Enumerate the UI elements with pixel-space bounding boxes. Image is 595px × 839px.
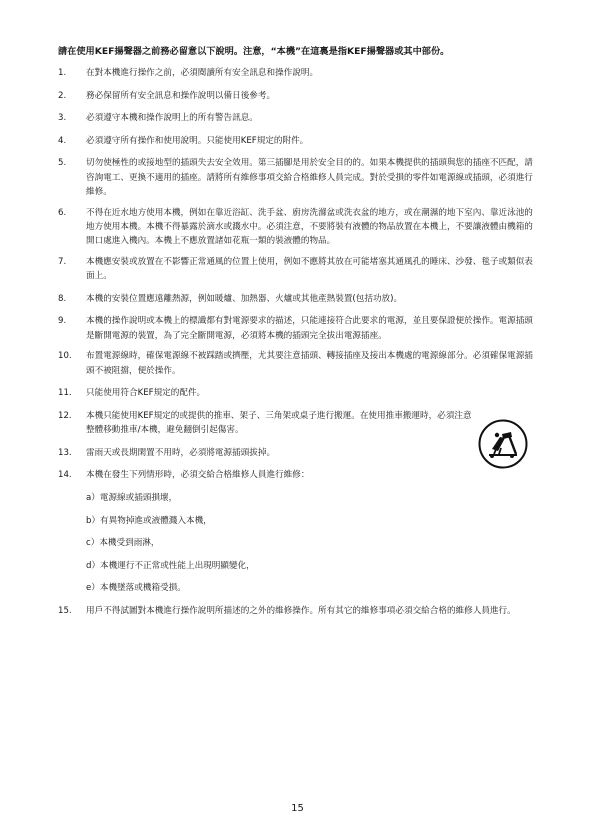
list-item: [58, 66, 538, 80]
item-number: 14.: [58, 470, 72, 481]
item-number: 1.: [58, 68, 67, 78]
sub-item: b）有異物掉進或液體濺入本機，: [86, 515, 212, 526]
cart-tip-over-warning-icon: [478, 419, 528, 469]
sub-list: [86, 491, 538, 596]
item-number: 13.: [58, 447, 72, 458]
item-number: 15.: [58, 605, 72, 616]
item-number: 7.: [58, 256, 67, 267]
item-number: 5.: [58, 158, 67, 169]
list-item: [58, 111, 538, 125]
item-text: 必須遵守本機和操作說明上的所有警告訊息。: [86, 113, 258, 124]
item-number: 11.: [58, 388, 72, 399]
item-text: 用戶不得試圖對本機進行操作說明所描述的之外的維修操作。所有其它的維修事項必須交給合格的維修人員進行。: [86, 605, 516, 616]
sub-item: d）本機運行不正常或性能上出現明顯變化，: [86, 560, 255, 571]
item-number: 8.: [58, 293, 67, 304]
safety-instructions-list: [58, 66, 538, 627]
item-number: 4.: [58, 135, 67, 146]
page-number: 15: [291, 803, 304, 814]
item-text: 務必保留所有安全訊息和操作說明以備日後參考。: [86, 90, 276, 101]
list-item: [58, 604, 538, 618]
list-item: [58, 89, 538, 103]
intro-notice: 請在使用KEF揚聲器之前務必留意以下說明。注意，“本機”在這裏是指KEF揚聲器或其中部份。: [58, 46, 450, 57]
item-number: 3.: [58, 113, 67, 124]
item-text: 只能使用符合KEF規定的配件。: [86, 388, 206, 399]
item-text: 本機應安裝或放置在不影響正常通風的位置上使用，例如不應將其放在可能堵塞其通風孔的睡床、沙發、毯子或類似表面上。: [86, 256, 533, 282]
item-text: 切勿使極性的或接地型的插頭失去安全效用。第三插腳是用於安全目的的。如果本機提供的插頭與您的插座不匹配，請咨詢電工、更換不適用的插座。請將所有維修事項交給合格維修人員完成。對於受損的零件如電源線或插頭，必須進行維修。: [86, 158, 533, 198]
list-item: [58, 468, 538, 595]
item-text: 布置電源線時，確保電源線不被踩踏或擠壓，尤其要注意插頭、轉接插座及接出本機處的電源線部分。必須確保電源插頭不被阻擋，便於操作。: [86, 351, 533, 376]
list-item: [58, 349, 538, 378]
item-text: 不得在近水地方使用本機，例如在靠近浴缸、洗手盆、廚房洗滌盆或洗衣盆的地方，或在潮濕的地下室內、靠近泳池的地方使用本機。本機不得暴露於滴水或濺水中。必須注意，不要將裝有液體的物品放置在本機上，不要讓液體由機箱的開口處進入機內。本機上不應放置諸如花瓶一類的裝液體的物品。: [86, 207, 533, 247]
sub-item: c）本機受到雨淋，: [86, 538, 160, 549]
list-item: [58, 156, 538, 199]
list-item: [58, 206, 538, 249]
item-number: 6.: [58, 207, 67, 218]
list-item: [58, 255, 538, 284]
item-text: 本機只能使用KEF規定的或提供的推車、架子、三角架或桌子進行搬運。在使用推車搬運時，必須注意整體移動推車/本機，避免翻倒引起傷害。: [86, 410, 472, 436]
item-number: 2.: [58, 90, 67, 101]
item-text: 本機在發生下列情形時，必須交給合格維修人員進行維修：: [86, 470, 310, 481]
list-item: [58, 134, 538, 148]
item-number: 10.: [58, 351, 72, 362]
sub-item: e）本機墜落或機箱受損。: [86, 583, 186, 594]
list-item: [58, 314, 538, 343]
item-text: 在對本機進行操作之前，必須閱讀所有安全訊息和操作說明。: [86, 68, 319, 78]
list-item: [58, 386, 538, 400]
item-text: 本機的安裝位置應遠離熱源，例如暖爐、加熱器、火爐或其他產熱裝置(包括功放)。: [86, 293, 403, 304]
list-item: [58, 409, 538, 438]
list-item: [58, 292, 538, 306]
list-item: [58, 446, 538, 460]
item-text: 必須遵守所有操作和使用說明。只能使用KEF規定的附件。: [86, 135, 309, 146]
item-text: 雷雨天或長期閑置不用時，必須將電源插頭拔掉。: [86, 447, 276, 458]
item-text: 本機的操作說明或本機上的標識都有對電源要求的描述，只能連接符合此要求的電源，並且要保證便於操作。電源插頭是斷開電源的裝置，為了完全斷開電源，必須將本機的插頭完全拔出電源插座。: [86, 316, 533, 341]
item-number: 12.: [58, 410, 72, 421]
sub-item: a）電源線或插頭損壞，: [86, 493, 178, 503]
item-number: 9.: [58, 316, 67, 327]
